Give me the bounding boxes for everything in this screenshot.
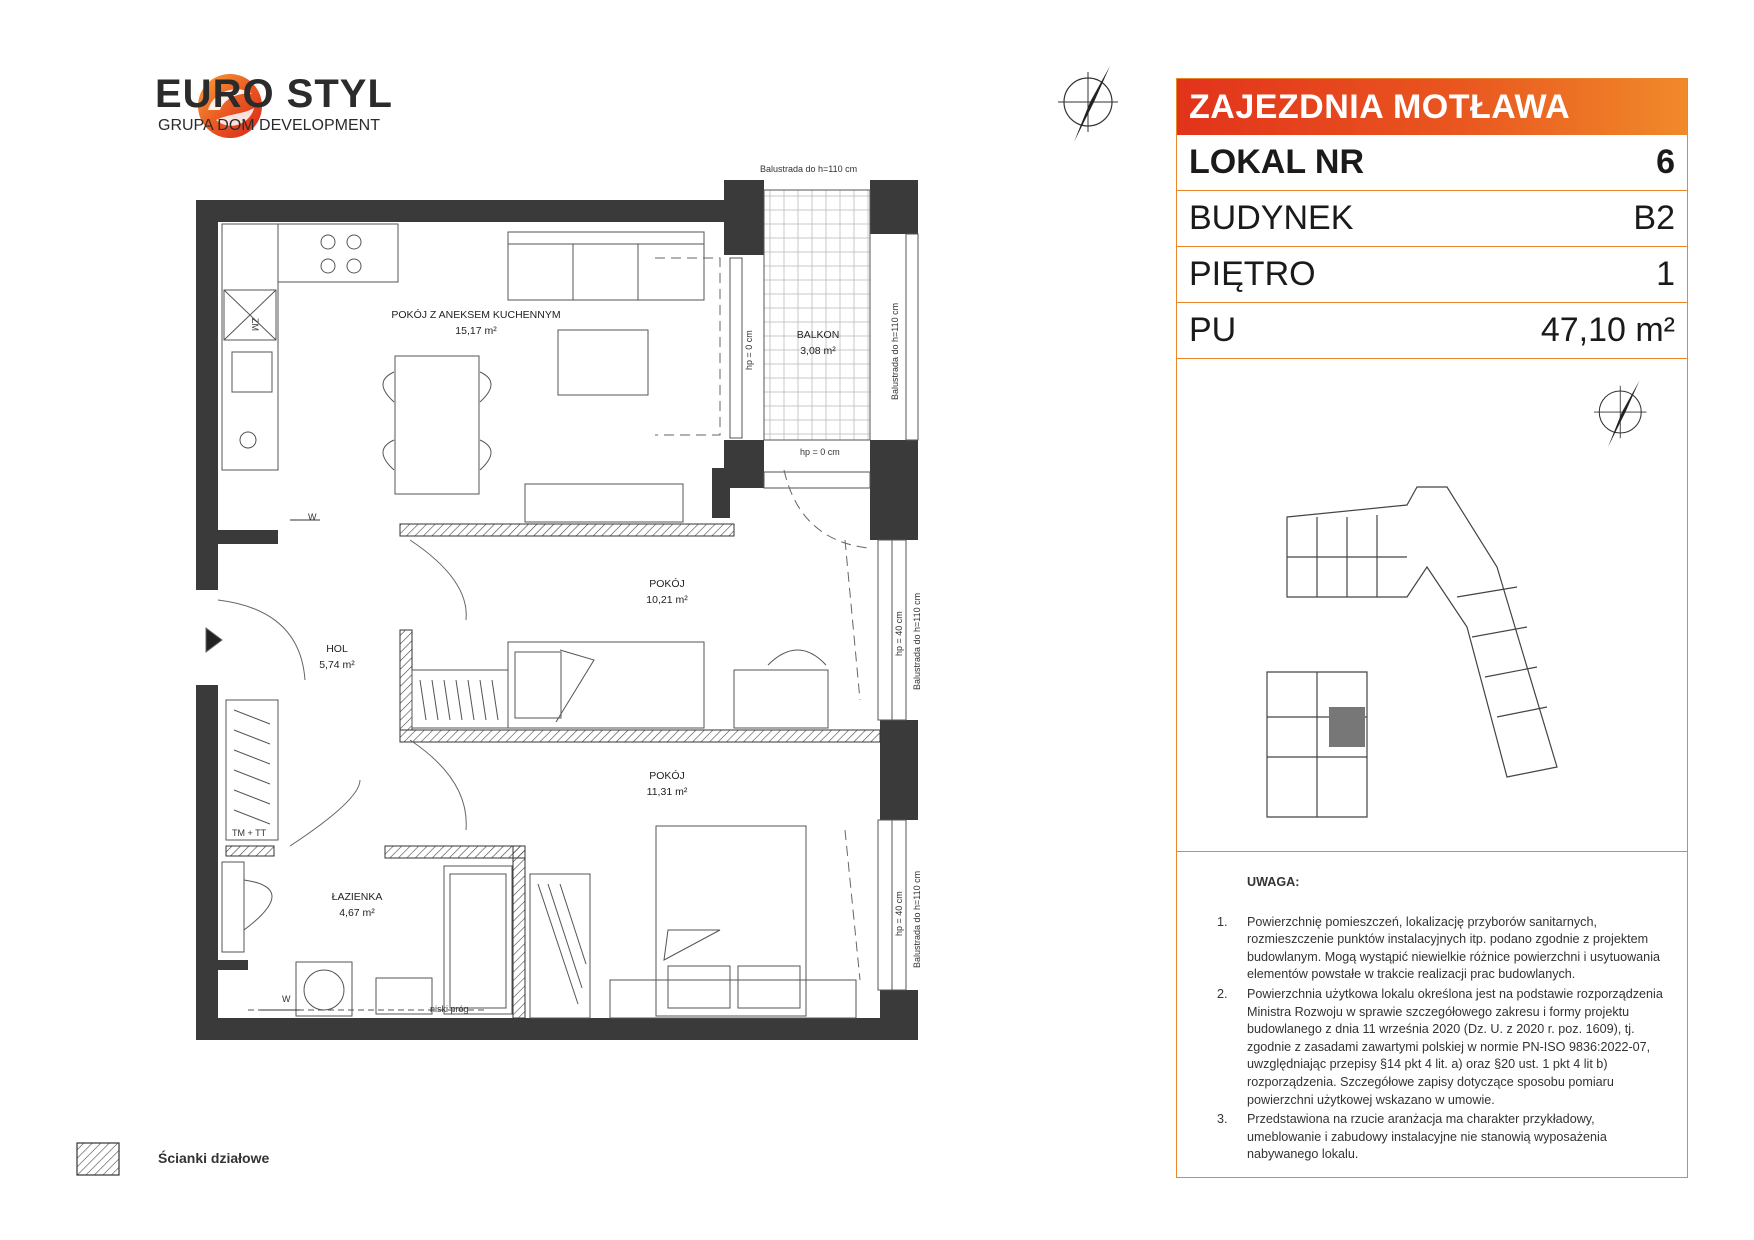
hp-note-room1: hp = 40 cm [894, 611, 904, 656]
brand-name: EURO STYL [155, 72, 393, 116]
brand-subtitle: GRUPA DOM DEVELOPMENT [158, 117, 380, 134]
w-note-upper: W [308, 512, 317, 522]
bathroom-fixtures [222, 700, 590, 1018]
hp-note-room2: hp = 40 cm [894, 891, 904, 936]
tv-stand [525, 484, 683, 522]
tm-tt-note: TM + TT [232, 828, 267, 838]
lokal-value: 6 [1656, 143, 1675, 181]
balustrade-note-balcony: Balustrada do h=110 cm [890, 302, 900, 400]
room-label-hall: HOL [326, 643, 348, 655]
note-text: Powierzchnia użytkowa lokalu określona jest na podstawie rozporządzenia Ministra Rozwoju w sprawie szczegółowego zakresu i formy projektu budowlanego z dnia 11 września 2020 (Dz. U. z 2020 r. poz. 1609), tj. zgodnie z zasadami zawartymi polskiej w normie PN-ISO 9836:2022-07, uwzględniając przepisy §14 pkt 4 lit. a) oraz §20 ust. 1 pkt 4 lit b) rozporządzenia. Szczegółowe zapisy dotyczące sposobu pomiaru powierzchni użytkowej wskazano w umowie. [1247, 986, 1663, 1107]
balcony-floor [764, 190, 870, 440]
balustrade-note-top: Balustrada do h=110 cm [760, 164, 858, 174]
highlighted-unit [1329, 707, 1365, 747]
note-text: Powierzchnię pomieszczeń, lokalizację przyborów sanitarnych, rozmieszczenie punktów instalacyjnych itp. podano zgodnie z projektem budowlanym. Mogą wystąpić niewielkie różnice powierzchni i usytuowania elementów powstałe w trakcie realizacji prac budowlanych. [1247, 914, 1660, 982]
floor-plan [170, 150, 930, 1050]
balustrade-note-room2: Balustrada do h=110 cm [912, 870, 922, 968]
room-area-bathroom: 4,67 m² [339, 907, 375, 919]
legend-label: Ścianki działowe [158, 1150, 270, 1166]
room-area-balcony: 3,08 m² [800, 345, 836, 357]
note-text: Przedstawiona na rzucie aranżacja ma charakter przykładowy, umeblowanie i zabudowy instalacyjne nie stanowią wyposażenia nabywanego lokalu. [1247, 1112, 1607, 1162]
dining-table [383, 356, 491, 494]
coffee-table [558, 330, 648, 395]
kitchen-counter [222, 224, 398, 470]
pu-label: PU [1189, 311, 1237, 349]
room-area-living: 15,17 m² [455, 325, 497, 337]
sofa [508, 232, 704, 300]
note-item [1199, 1111, 1665, 1164]
wardrobe [412, 670, 508, 728]
north-arrow-icon [1587, 377, 1657, 447]
budynek-value: B2 [1633, 199, 1675, 237]
door-arcs [206, 540, 466, 846]
bed-room1 [508, 642, 704, 728]
room-label-room1: POKÓJ [649, 578, 685, 590]
note-number: 2. [1217, 986, 1228, 1001]
room-label-balcony: BALKON [796, 329, 840, 341]
north-arrow-icon [1050, 62, 1130, 142]
hatch-legend-icon [76, 1142, 120, 1176]
hp-note-door: hp = 0 cm [744, 330, 754, 370]
room-area-room1: 10,21 m² [646, 594, 688, 606]
notes-section [1177, 852, 1687, 1166]
pietro-value: 1 [1656, 255, 1675, 293]
row-pu [1177, 303, 1687, 359]
hp-note-bottom: hp = 0 cm [800, 447, 840, 457]
row-pietro [1177, 247, 1687, 303]
info-panel [1176, 78, 1688, 1178]
row-lokal [1177, 135, 1687, 191]
lokal-label: LOKAL NR [1189, 143, 1365, 181]
project-title: ZAJEZDNIA MOTŁAWA [1177, 79, 1687, 135]
balustrade-note-room1: Balustrada do h=110 cm [912, 592, 922, 690]
w-note-lower: W [282, 994, 291, 1004]
note-item [1199, 914, 1665, 984]
pietro-label: PIĘTRO [1189, 255, 1316, 293]
note-number: 3. [1217, 1112, 1228, 1127]
room-label-bathroom: ŁAZIENKA [331, 891, 383, 903]
zm-label: ZM [250, 318, 260, 331]
note-number: 1. [1217, 914, 1228, 929]
desk [734, 650, 828, 728]
notes-title: UWAGA: [1247, 875, 1300, 889]
partition-walls [226, 524, 880, 1018]
note-item [1199, 986, 1665, 1109]
room-label-living: POKÓJ Z ANEKSEM KUCHENNYM [391, 309, 561, 321]
room-area-room2: 11,31 m² [646, 786, 688, 798]
budynek-label: BUDYNEK [1189, 199, 1354, 237]
building-outline [1257, 417, 1597, 837]
row-budynek [1177, 191, 1687, 247]
prog-note: niski próg [430, 1004, 469, 1014]
pu-value: 47,10 m² [1540, 311, 1675, 349]
room-area-hall: 5,74 m² [319, 659, 355, 671]
bed-room2 [610, 826, 856, 1018]
room-label-room2: POKÓJ [649, 770, 685, 782]
site-plan [1177, 357, 1687, 852]
